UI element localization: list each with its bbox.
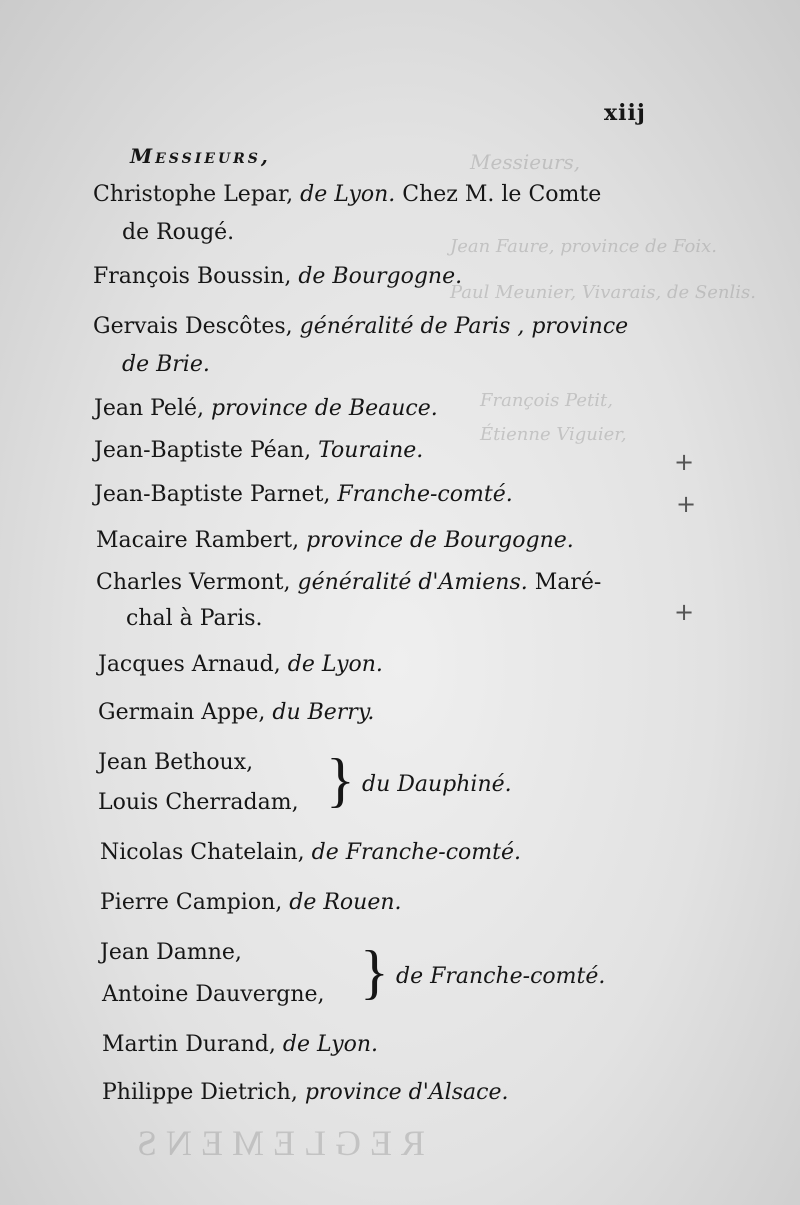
bleed-through-line: Messieurs, — [470, 150, 581, 174]
entry-note: Maré- — [534, 570, 602, 595]
person-name: Nicolas Chatelain, — [100, 840, 305, 865]
person-name: Jean-Baptiste Parnet, — [94, 482, 331, 507]
person-name: François Boussin, — [93, 264, 292, 289]
person-name: Pierre Campion, — [100, 890, 283, 915]
group-name: Jean Bethoux, — [98, 750, 254, 775]
bleed-through-line: Étienne Viguier, — [480, 424, 627, 445]
person-name: Philippe Dietrich, — [102, 1080, 298, 1105]
list-entry — [98, 654, 383, 676]
person-name: Charles Vermont, — [96, 570, 291, 595]
person-name: Christophe Lepar, — [93, 182, 294, 207]
list-entry — [94, 484, 513, 506]
group-place: du Dauphiné. — [362, 772, 512, 797]
brace: } — [326, 747, 355, 813]
bleed-through-line: François Petit, — [480, 390, 613, 411]
list-entry — [93, 316, 628, 338]
origin-place: du Berry. — [272, 700, 375, 725]
margin-cross-mark: + — [674, 598, 695, 626]
origin-place: province d'Alsace. — [304, 1080, 509, 1105]
group-name: Jean Damne, — [100, 940, 242, 965]
person-name: Macaire Rambert, — [96, 528, 300, 553]
list-entry — [98, 702, 374, 724]
list-entry — [102, 1034, 378, 1056]
list-entry-continuation: de Brie. — [122, 352, 210, 377]
person-name: Germain Appe, — [98, 700, 266, 725]
list-entry-continuation: de Rougé. — [122, 220, 235, 245]
section-heading: Messieurs, — [130, 144, 271, 168]
bleed-through-footer: REGLEMENS — [128, 1123, 425, 1163]
list-entry — [100, 892, 402, 914]
person-name: Gervais Descôtes, — [93, 314, 293, 339]
margin-cross-mark: + — [676, 490, 697, 518]
origin-place: province de Beauce. — [211, 396, 438, 421]
person-name: Martin Durand, — [102, 1032, 276, 1057]
origin-place: province de Bourgogne. — [306, 528, 574, 553]
group-name: Antoine Dauvergne, — [102, 982, 325, 1007]
bleed-through-line: Jean Faure, province de Foix. — [450, 236, 718, 257]
origin-place: généralité de Paris , province — [299, 314, 629, 339]
margin-cross-mark: + — [674, 448, 695, 476]
person-name: Jean Pelé, — [94, 396, 204, 421]
bleed-through-line: Paul Meunier, Vivarais, de Senlis. — [450, 282, 756, 303]
list-entry — [100, 842, 521, 864]
list-entry — [93, 184, 601, 206]
entry-note: Chez M. le Comte — [402, 182, 602, 207]
list-entry — [94, 398, 438, 420]
group-place: de Franche-comté. — [396, 964, 606, 989]
list-entry — [94, 440, 423, 462]
group-name: Louis Cherradam, — [98, 790, 299, 815]
list-entry — [102, 1082, 508, 1104]
origin-place: de Bourgogne. — [298, 264, 463, 289]
person-name: Jacques Arnaud, — [98, 652, 281, 677]
list-entry — [96, 530, 574, 552]
origin-place: de Lyon. — [300, 182, 396, 207]
origin-place: de Franche-comté. — [311, 840, 522, 865]
origin-place: généralité d'Amiens. — [297, 570, 528, 595]
list-entry-continuation: chal à Paris. — [126, 606, 263, 631]
origin-place: Franche-comté. — [337, 482, 513, 507]
origin-place: de Lyon. — [282, 1032, 379, 1057]
list-entry — [93, 266, 462, 288]
list-entry — [96, 572, 601, 594]
page-number: xiij — [604, 100, 646, 126]
brace: } — [360, 939, 389, 1005]
person-name: Jean-Baptiste Péan, — [94, 438, 312, 463]
origin-place: Touraine. — [318, 438, 424, 463]
origin-place: de Lyon. — [287, 652, 383, 677]
origin-place: de Rouen. — [289, 890, 402, 915]
